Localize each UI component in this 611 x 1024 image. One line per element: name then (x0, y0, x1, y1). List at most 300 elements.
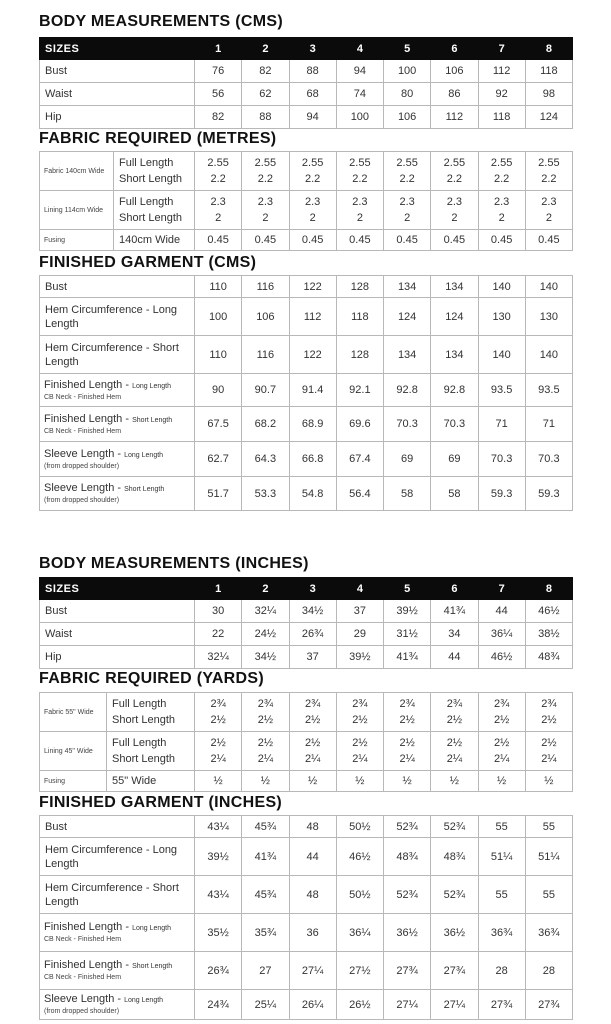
short-length-value: 2½ (541, 714, 557, 726)
table-row (40, 914, 573, 952)
value-cell: 27¾ (431, 952, 478, 990)
row-label: Hem Circumference - Short Length (40, 876, 195, 914)
full-length-label: Full Length (112, 737, 167, 749)
full-length-value: 2¾ (446, 698, 463, 710)
row-label-note: (from dropped shoulder) (44, 462, 120, 470)
table-row (40, 442, 573, 477)
value-cell: 88 (289, 60, 336, 83)
fabric-row (40, 191, 573, 230)
value-cell: 50½ (336, 816, 383, 838)
row-label-detail: Short Length (132, 416, 173, 424)
row-label (40, 407, 195, 442)
value-cell: 53.3 (242, 477, 289, 511)
row-label: Bust (40, 60, 195, 83)
value-cell: 45¾ (242, 876, 289, 914)
value-cell: 92.8 (384, 374, 431, 407)
value-cell: 0.45 (525, 230, 572, 251)
value-cell: 66.8 (289, 442, 336, 477)
value-cell: 76 (195, 60, 242, 83)
value-cell: ½ (195, 771, 242, 792)
sizes-label: SIZES (40, 578, 195, 600)
table-row (40, 83, 573, 106)
value-cell: 140 (525, 336, 572, 374)
value-cell: 67.4 (336, 442, 383, 477)
value-cell: 98 (525, 83, 572, 106)
inches-fabric-table (39, 692, 573, 792)
value-cell (478, 191, 525, 230)
short-length-value: 2.2 (352, 173, 368, 185)
fabric-row (40, 732, 573, 771)
row-label: Bust (40, 816, 195, 838)
value-cell: 59.3 (478, 477, 525, 511)
row-label: Waist (40, 623, 195, 646)
value-cell: 58 (431, 477, 478, 511)
value-cell: 88 (242, 106, 289, 129)
value-cell: 34½ (289, 600, 336, 623)
cms-fabric-table (39, 151, 573, 251)
fusing-row (40, 771, 573, 792)
short-length-value: 2 (498, 212, 505, 224)
value-cell: 106 (384, 106, 431, 129)
value-cell: 39½ (384, 600, 431, 623)
value-cell (525, 152, 572, 191)
value-cell: ½ (525, 771, 572, 792)
row-label-main: Sleeve Length (44, 993, 115, 1005)
value-cell: 55 (478, 816, 525, 838)
value-cell: 128 (336, 276, 383, 298)
cms-fabric-title: FABRIC REQUIRED (METRES) (39, 130, 277, 147)
size-header: 6 (431, 578, 478, 600)
fusing-label: Fusing (40, 230, 114, 251)
fusing-width-label: 55" Wide (107, 771, 195, 792)
value-cell: 25¼ (242, 990, 289, 1020)
short-length-value: 2 (451, 212, 458, 224)
table-row (40, 477, 573, 511)
size-header: 6 (431, 38, 478, 60)
value-cell (525, 693, 572, 732)
value-cell (478, 152, 525, 191)
value-cell: 80 (384, 83, 431, 106)
full-length-value: 2¾ (399, 698, 415, 710)
row-label (40, 952, 195, 990)
short-length-value: 2¼ (352, 753, 368, 765)
row-label: Hem Circumference - Short Length (40, 336, 195, 374)
value-cell: 37 (289, 646, 336, 669)
row-label-detail: Short Length (124, 486, 165, 493)
value-cell (242, 152, 289, 191)
table-row (40, 407, 573, 442)
value-cell: 70.3 (478, 442, 525, 477)
value-cell: 36½ (384, 914, 431, 952)
value-cell: 92.8 (431, 374, 478, 407)
value-cell: 124 (525, 106, 572, 129)
table-row (40, 600, 573, 623)
value-cell: 55 (525, 816, 572, 838)
row-label: Hip (40, 106, 195, 129)
value-cell: 90.7 (242, 374, 289, 407)
value-cell: 0.45 (384, 230, 431, 251)
value-cell: 90 (195, 374, 242, 407)
full-length-value: 2.55 (443, 157, 466, 169)
row-label-detail: Long Length (124, 451, 164, 459)
value-cell: 106 (431, 60, 478, 83)
value-cell (384, 152, 431, 191)
value-cell: 48 (289, 876, 336, 914)
value-cell: 48¾ (431, 838, 478, 876)
short-length-value: 2¼ (257, 753, 274, 765)
short-length-value: 2 (309, 212, 316, 224)
value-cell: 24¾ (195, 990, 242, 1020)
value-cell: 56 (195, 83, 242, 106)
value-cell: 100 (336, 106, 383, 129)
value-cell: 122 (289, 336, 336, 374)
value-cell: ½ (242, 771, 289, 792)
value-cell: 31½ (384, 623, 431, 646)
value-cell: 51¼ (478, 838, 525, 876)
value-cell (195, 693, 242, 732)
short-length-value: 2 (404, 212, 411, 224)
full-length-value: 2½ (493, 737, 510, 749)
value-cell: 32¼ (195, 646, 242, 669)
value-cell: 59.3 (525, 477, 572, 511)
value-cell (431, 191, 478, 230)
cms-body-title: BODY MEASUREMENTS (CMS) (39, 13, 283, 30)
size-header: 8 (525, 578, 572, 600)
inches-garment-title: FINISHED GARMENT (INCHES) (39, 794, 283, 811)
value-cell: 118 (525, 60, 572, 83)
short-length-value: 2 (545, 212, 552, 224)
value-cell: 38½ (525, 623, 572, 646)
table-row (40, 816, 573, 838)
value-cell: 94 (289, 106, 336, 129)
value-cell: 130 (478, 298, 525, 336)
short-length-value: 2 (215, 212, 222, 224)
short-length-value: 2½ (257, 714, 274, 726)
value-cell: 52¾ (384, 816, 431, 838)
full-length-value: 2.55 (207, 157, 229, 169)
fabric-row (40, 693, 573, 732)
full-length-value: 2.55 (349, 157, 371, 169)
short-length-value: 2.2 (304, 173, 321, 185)
value-cell: 69 (431, 442, 478, 477)
value-cell: ½ (289, 771, 336, 792)
value-cell: 112 (431, 106, 478, 129)
full-length-value: 2.3 (541, 196, 557, 208)
value-cell: 0.45 (289, 230, 336, 251)
value-cell: 0.45 (431, 230, 478, 251)
value-cell: 118 (478, 106, 525, 129)
size-header: 2 (242, 38, 289, 60)
short-length-label: Short Length (112, 753, 175, 765)
row-label-note: CB Neck - Finished Hem (44, 936, 122, 943)
value-cell: 62.7 (195, 442, 242, 477)
value-cell: 67.5 (195, 407, 242, 442)
row-label-detail: Short Length (132, 963, 173, 970)
length-labels (114, 191, 195, 230)
value-cell: 36¾ (525, 914, 572, 952)
size-header: 3 (289, 578, 336, 600)
value-cell: 35½ (195, 914, 242, 952)
value-cell: 128 (336, 336, 383, 374)
row-label-detail: Long Length (124, 997, 164, 1004)
value-cell (384, 693, 431, 732)
fusing-width-label: 140cm Wide (114, 230, 195, 251)
value-cell: 122 (289, 276, 336, 298)
value-cell: 0.45 (478, 230, 525, 251)
short-length-value: 2¼ (399, 753, 415, 765)
value-cell: 27 (242, 952, 289, 990)
row-label (40, 374, 195, 407)
row-label: Hip (40, 646, 195, 669)
value-cell: 35¾ (242, 914, 289, 952)
size-header: 1 (195, 578, 242, 600)
value-cell: 140 (478, 336, 525, 374)
row-label: Bust (40, 276, 195, 298)
value-cell (289, 693, 336, 732)
value-cell: 27½ (336, 952, 383, 990)
row-label-detail: Long Length (132, 382, 171, 390)
value-cell: 112 (289, 298, 336, 336)
value-cell: 22 (195, 623, 242, 646)
value-cell: 74 (336, 83, 383, 106)
value-cell (478, 693, 525, 732)
value-cell: 92 (478, 83, 525, 106)
short-length-value: 2.2 (541, 173, 557, 185)
value-cell (195, 191, 242, 230)
value-cell: 26½ (336, 990, 383, 1020)
value-cell: 36¼ (478, 623, 525, 646)
value-cell: 124 (384, 298, 431, 336)
value-cell: 134 (384, 276, 431, 298)
value-cell: 52¾ (431, 816, 478, 838)
value-cell: 124 (431, 298, 478, 336)
value-cell: 92.1 (336, 374, 383, 407)
value-cell: 134 (431, 336, 478, 374)
value-cell (431, 732, 478, 771)
table-row (40, 838, 573, 876)
size-header: 5 (384, 578, 431, 600)
full-length-value: 2¾ (257, 698, 274, 710)
table-row (40, 646, 573, 669)
value-cell (336, 693, 383, 732)
short-length-value: 2½ (446, 714, 463, 726)
size-header: 7 (478, 578, 525, 600)
inches-garment-table (39, 815, 573, 1020)
full-length-value: 2¾ (541, 698, 557, 710)
value-cell: 46½ (478, 646, 525, 669)
short-length-value: 2½ (210, 714, 226, 726)
short-length-value: 2.2 (399, 173, 415, 185)
value-cell: 26¼ (289, 990, 336, 1020)
row-label: Hem Circumference - Long Length (40, 838, 195, 876)
value-cell (384, 191, 431, 230)
value-cell: 39½ (195, 838, 242, 876)
row-label-note: CB Neck - Finished Hem (44, 974, 122, 981)
full-length-value: 2¾ (210, 698, 226, 710)
table-row (40, 106, 573, 129)
sizes-header-row (40, 578, 573, 600)
cms-garment-title: FINISHED GARMENT (CMS) (39, 254, 257, 271)
value-cell: 100 (195, 298, 242, 336)
value-cell: 41¾ (242, 838, 289, 876)
value-cell: 34½ (242, 646, 289, 669)
value-cell: 27¾ (478, 990, 525, 1020)
short-length-label: Short Length (119, 173, 182, 185)
table-row (40, 374, 573, 407)
value-cell: 36½ (431, 914, 478, 952)
table-row (40, 276, 573, 298)
value-cell: 0.45 (195, 230, 242, 251)
value-cell: 68.2 (242, 407, 289, 442)
full-length-value: 2¾ (352, 698, 368, 710)
value-cell: 32¼ (242, 600, 289, 623)
row-label-main: Finished Length (44, 959, 123, 971)
row-label (40, 914, 195, 952)
value-cell: ½ (478, 771, 525, 792)
size-header: 4 (336, 578, 383, 600)
value-cell: 106 (242, 298, 289, 336)
value-cell: 26¾ (289, 623, 336, 646)
value-cell: 55 (525, 876, 572, 914)
fabric-type-label: Fabric 140cm Wide (40, 152, 114, 191)
row-label-main: Sleeve Length (44, 482, 115, 494)
table-row (40, 60, 573, 83)
value-cell: 71 (525, 407, 572, 442)
short-length-value: 2.2 (210, 173, 226, 185)
value-cell: 134 (384, 336, 431, 374)
value-cell: 39½ (336, 646, 383, 669)
row-label-note: (from dropped shoulder) (44, 497, 120, 504)
value-cell: 110 (195, 336, 242, 374)
separator: - (114, 993, 125, 1005)
value-cell: 36¼ (336, 914, 383, 952)
fabric-type-label: Fabric 55" Wide (40, 693, 107, 732)
value-cell (384, 732, 431, 771)
row-label: Hem Circumference - Long Length (40, 298, 195, 336)
short-length-value: 2½ (304, 714, 321, 726)
fabric-row (40, 152, 573, 191)
row-label-main: Finished Length (44, 921, 123, 933)
value-cell: 94 (336, 60, 383, 83)
short-length-value: 2.2 (446, 173, 463, 185)
value-cell: 116 (242, 336, 289, 374)
value-cell (242, 732, 289, 771)
value-cell: 26¾ (195, 952, 242, 990)
value-cell: 43¼ (195, 816, 242, 838)
value-cell: 55 (478, 876, 525, 914)
full-length-value: 2.55 (396, 157, 418, 169)
value-cell: 70.3 (431, 407, 478, 442)
row-label-note: (from dropped shoulder) (44, 1008, 120, 1015)
table-row (40, 298, 573, 336)
full-length-value: 2.3 (304, 196, 321, 208)
value-cell: 51¼ (525, 838, 572, 876)
value-cell: 70.3 (525, 442, 572, 477)
value-cell (289, 191, 336, 230)
value-cell: 48¾ (384, 838, 431, 876)
value-cell: 110 (195, 276, 242, 298)
short-length-value: 2¼ (210, 753, 226, 765)
full-length-label: Full Length (119, 196, 174, 208)
full-length-value: 2.55 (301, 157, 324, 169)
value-cell: 44 (289, 838, 336, 876)
value-cell: 37 (336, 600, 383, 623)
value-cell: 29 (336, 623, 383, 646)
separator: - (122, 921, 133, 933)
value-cell (336, 152, 383, 191)
row-label (40, 477, 195, 511)
value-cell (242, 191, 289, 230)
size-header: 7 (478, 38, 525, 60)
short-length-value: 2 (262, 212, 269, 224)
inches-body-title: BODY MEASUREMENTS (INCHES) (39, 555, 309, 572)
value-cell: 91.4 (289, 374, 336, 407)
full-length-value: 2.3 (257, 196, 274, 208)
value-cell: 140 (525, 276, 572, 298)
value-cell: ½ (431, 771, 478, 792)
row-label (40, 442, 195, 477)
fusing-row (40, 230, 573, 251)
short-length-value: 2½ (399, 714, 415, 726)
short-length-value: 2¼ (304, 753, 321, 765)
value-cell: 64.3 (242, 442, 289, 477)
value-cell: 44 (431, 646, 478, 669)
value-cell: 70.3 (384, 407, 431, 442)
inches-fabric-title: FABRIC REQUIRED (YARDS) (39, 670, 264, 687)
value-cell: 62 (242, 83, 289, 106)
value-cell: 100 (384, 60, 431, 83)
value-cell: 45¾ (242, 816, 289, 838)
full-length-value: 2.3 (210, 196, 226, 208)
full-length-value: 2½ (210, 737, 226, 749)
value-cell: 118 (336, 298, 383, 336)
value-cell: 86 (431, 83, 478, 106)
size-header: 4 (336, 38, 383, 60)
value-cell: 51.7 (195, 477, 242, 511)
value-cell: 82 (242, 60, 289, 83)
full-length-value: 2.55 (538, 157, 560, 169)
value-cell (336, 191, 383, 230)
value-cell (478, 732, 525, 771)
full-length-value: 2½ (399, 737, 415, 749)
length-labels (107, 693, 195, 732)
value-cell: 93.5 (478, 374, 525, 407)
size-header: 3 (289, 38, 336, 60)
short-length-value: 2 (356, 212, 363, 224)
value-cell: 27¼ (431, 990, 478, 1020)
value-cell: 52¾ (431, 876, 478, 914)
short-length-value: 2.2 (257, 173, 274, 185)
value-cell: 134 (431, 276, 478, 298)
value-cell: 48¾ (525, 646, 572, 669)
value-cell: 116 (242, 276, 289, 298)
value-cell: 52¾ (384, 876, 431, 914)
value-cell: 0.45 (336, 230, 383, 251)
short-length-value: 2½ (352, 714, 368, 726)
value-cell: 28 (478, 952, 525, 990)
separator: - (114, 482, 125, 494)
full-length-value: 2.55 (254, 157, 277, 169)
value-cell: 71 (478, 407, 525, 442)
length-labels (114, 152, 195, 191)
value-cell: 69 (384, 442, 431, 477)
size-header: 2 (242, 578, 289, 600)
value-cell: 48 (289, 816, 336, 838)
row-label-main: Finished Length (44, 378, 123, 391)
fabric-type-label: Lining 45" Wide (40, 732, 107, 771)
value-cell: 112 (478, 60, 525, 83)
value-cell: 41¾ (384, 646, 431, 669)
